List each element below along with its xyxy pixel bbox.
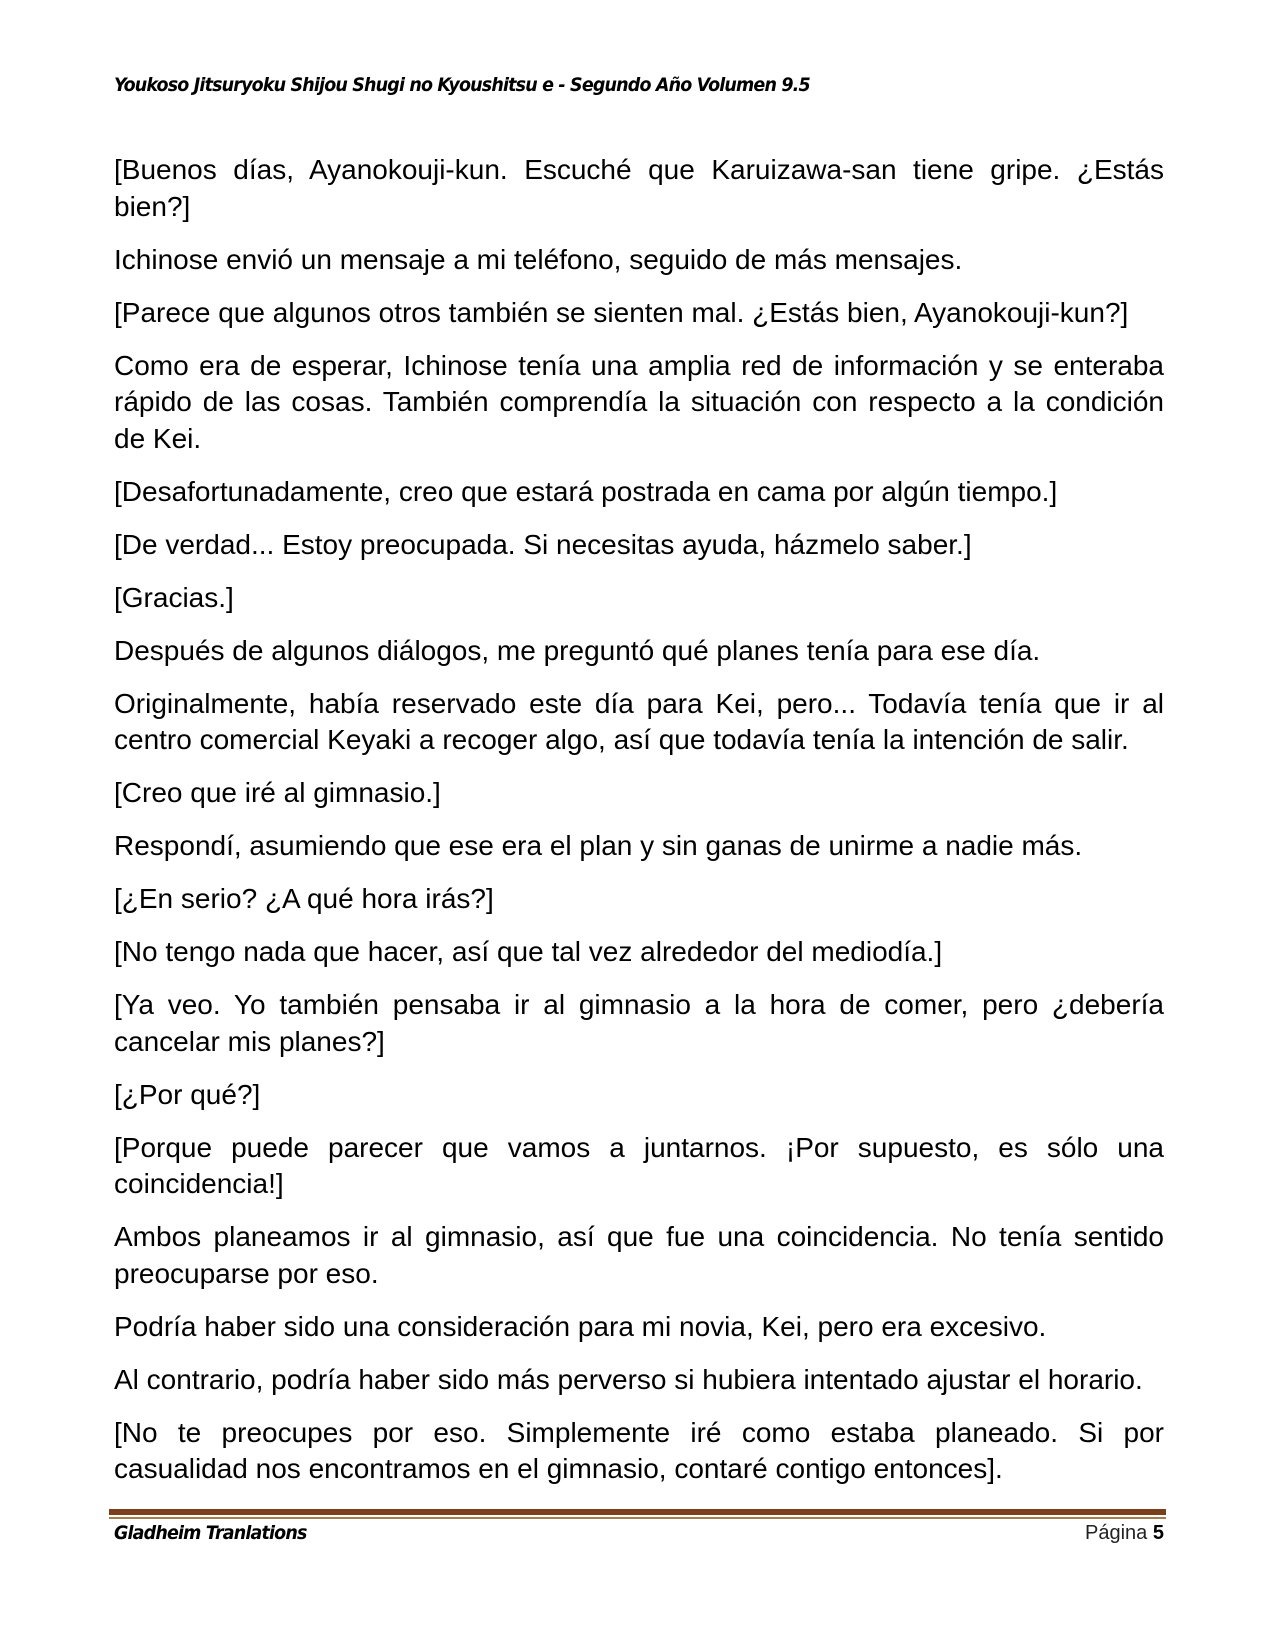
paragraph: [De verdad... Estoy preocupada. Si necesitas ayuda, házmelo saber.] bbox=[114, 528, 972, 560]
paragraph: [Parece que algunos otros también se sienten mal. ¿Estás bien, Ayanokouji-kun?] bbox=[114, 296, 1129, 328]
footer-divider-thick bbox=[109, 1509, 1166, 1515]
paragraph: [Creo que iré al gimnasio.] bbox=[114, 777, 441, 808]
paragraph: Podría haber sido una consideración para mi novia, Kei, pero era excesivo. bbox=[114, 1310, 1047, 1342]
paragraph: [Buenos días, Ayanokouji-kun. Escuché que Karuizawa-san tiene gripe. ¿Estás bien?] bbox=[114, 154, 1164, 222]
paragraph: Como era de esperar, Ichinose tenía una amplia red de información y se enteraba rápido de las cosas. También comprendía la situación con respecto a la condición de Kei. bbox=[114, 349, 1164, 454]
paragraph: Al contrario, podría haber sido más perverso si hubiera intentado ajustar el horario. bbox=[114, 1363, 1143, 1395]
paragraph: [No te preocupes por eso. Simplemente iré como estaba planeado. Si por casualidad nos encontramos en el gimnasio, contaré contigo entonces]. bbox=[114, 1416, 1164, 1484]
running-header: Youkoso Jitsuryoku Shijou Shugi no Kyoushitsu e - Segundo Año Volumen 9.5 bbox=[114, 74, 810, 96]
paragraph: [¿Por qué?] bbox=[114, 1078, 261, 1110]
footer-divider bbox=[109, 1509, 1166, 1519]
paragraph: [Ya veo. Yo también pensaba ir al gimnasio a la hora de comer, pero ¿debería cancelar mis planes?] bbox=[114, 989, 1164, 1057]
paragraph: Ambos planeamos ir al gimnasio, así que fue una coincidencia. No tenía sentido preocuparse por eso. bbox=[114, 1221, 1164, 1289]
page-label: Página bbox=[1085, 1522, 1148, 1544]
paragraph: [Desafortunadamente, creo que estará postrada en cama por algún tiempo.] bbox=[114, 475, 1058, 507]
footer-credit: Gladheim Tranlations bbox=[114, 1522, 307, 1544]
page-number: 5 bbox=[1152, 1522, 1164, 1544]
paragraph: [¿En serio? ¿A qué hora irás?] bbox=[114, 883, 494, 914]
paragraph: [Porque puede parecer que vamos a juntarnos. ¡Por supuesto, es sólo una coincidencia!] bbox=[114, 1131, 1164, 1199]
paragraph: [No tengo nada que hacer, así que tal vez alrededor del mediodía.] bbox=[114, 936, 943, 967]
paragraph: Después de algunos diálogos, me preguntó qué planes tenía para ese día. bbox=[114, 634, 1041, 666]
paragraph: Respondí, asumiendo que ese era el plan y sin ganas de unirme a nadie más. bbox=[114, 830, 1083, 861]
paragraph: Ichinose envió un mensaje a mi teléfono, seguido de más mensajes. bbox=[114, 243, 963, 275]
page-number-label bbox=[1085, 1522, 1164, 1545]
paragraph: Originalmente, había reservado este día para Kei, pero... Todavía tenía que ir al centro comercial Keyaki a recoger algo, así que todavía tenía la intención de salir. bbox=[114, 687, 1164, 755]
footer-divider-thin bbox=[109, 1517, 1166, 1519]
paragraph: [Gracias.] bbox=[114, 581, 234, 613]
page-body bbox=[114, 152, 1164, 1504]
